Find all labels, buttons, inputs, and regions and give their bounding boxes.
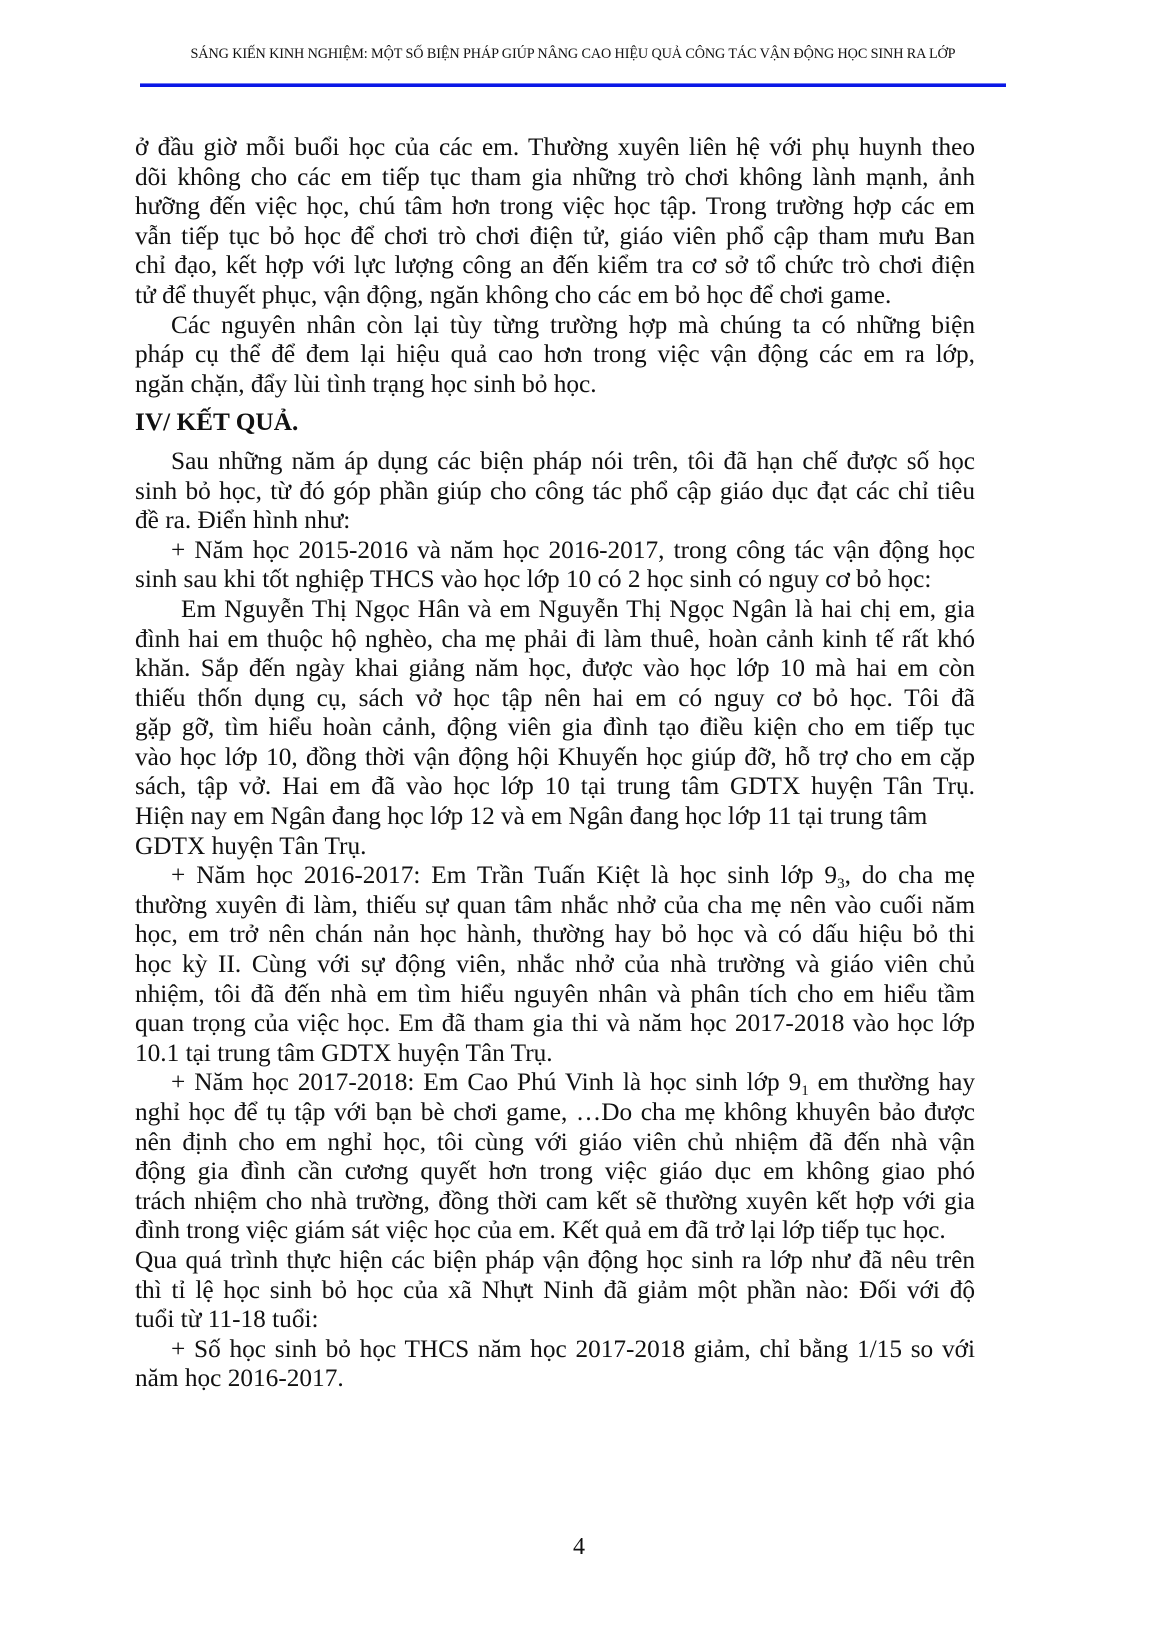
text-line: thì tỉ lệ học sinh bỏ học của xã Nhựt Ninh đã giảm một phần nào: Đối với độ [135, 1275, 975, 1304]
text-line: chỉ đạo, kết hợp với lực lượng công an đến kiểm tra cơ sở tổ chức trò chơi điện [135, 251, 975, 280]
paragraph-6 [135, 861, 975, 1068]
text-line: + Năm học 2015-2016 và năm học 2016-2017, trong công tác vận động học [171, 535, 975, 564]
text-line: Các nguyên nhân còn lại tùy từng trường hợp mà chúng ta có những biện [171, 310, 975, 339]
text-run: em thường hay [808, 1068, 976, 1097]
paragraph-4 [135, 536, 975, 595]
text-line: tử để thuyết phục, vận động, ngăn không cho các em bỏ học để chơi game. [135, 280, 892, 309]
paragraph-2 [135, 311, 975, 400]
header-rule [140, 83, 1006, 87]
text-line [135, 861, 975, 891]
document-body [135, 133, 975, 1394]
paragraph-7 [135, 1068, 975, 1246]
text-line: vẫn tiếp tục bỏ học để chơi trò chơi điện tử, giáo viên phổ cập tham mưu Ban [135, 221, 975, 250]
text-line: vào học lớp 10, đồng thời vận động hội Khuyến học giúp đỡ, hỗ trợ cho em cặp [135, 742, 975, 771]
text-line: Qua quá trình thực hiện các biện pháp vận động học sinh ra lớp như đã nêu trên [135, 1245, 975, 1274]
text-line: thường xuyên đi làm, thiếu sự quan tâm nhắc nhở của cha mẹ nên vào cuối năm [135, 890, 975, 919]
paragraph-5 [135, 595, 975, 861]
text-line: nghỉ học để tụ tập với bạn bè chơi game, …Do cha mẹ không khuyên bảo được [135, 1098, 975, 1126]
text-line: + Số học sinh bỏ học THCS năm học 2017-2018 giảm, chỉ bằng 1/15 so với [171, 1334, 975, 1363]
text-line: gặp gỡ, tìm hiểu hoàn cảnh, động viên gia đình tạo điều kiện cho em tiếp tục [135, 713, 975, 742]
text-line: đình hai em thuộc hộ nghèo, cha mẹ phải đi làm thuê, hoàn cảnh kinh tế rất khó [135, 624, 975, 653]
text-line: thiếu thốn dụng cụ, sách vở học tập nên hai em có nguy cơ bỏ học. Tôi đã [135, 683, 975, 712]
text-line: Sau những năm áp dụng các biện pháp nói trên, tôi đã hạn chế được số học [171, 446, 975, 475]
section-heading: IV/ KẾT QUẢ. [135, 408, 299, 437]
text-run: + Năm học 2016-2017: Em Trần Tuấn Kiệt là học sinh lớp 9 [171, 861, 838, 890]
text-line: sinh sau khi tốt nghiệp THCS vào học lớp 10 có 2 học sinh có nguy cơ bỏ học: [135, 565, 932, 594]
text-line: động gia đình cần cương quyết hơn trong việc giáo dục em không giao phó [135, 1157, 975, 1186]
page-number: 4 [573, 1534, 585, 1560]
text-run: + Năm học 2017-2018: Em Cao Phú Vinh là học sinh lớp 9 [171, 1068, 802, 1097]
text-line: khăn. Sắp đến ngày khai giảng năm học, được vào học lớp 10 mà hai em còn [135, 654, 975, 683]
paragraph-9 [135, 1335, 975, 1394]
text-line: sinh bỏ học, từ đó góp phần giúp cho công tác phổ cập giáo dục đạt các chỉ tiêu [135, 476, 975, 505]
running-header: SÁNG KIẾN KINH NGHIỆM: MỘT SỐ BIỆN PHÁP GIÚP NÂNG CAO HIỆU QUẢ CÔNG TÁC VẬN ĐỘNG HỌC SINH RA LỚP [190, 46, 956, 62]
text-line: ngăn chặn, đẩy lùi tình trạng học sinh bỏ học. [135, 369, 597, 398]
text-line: tuổi từ 11-18 tuổi: [135, 1305, 319, 1334]
text-line: năm học 2016-2017. [135, 1364, 344, 1393]
text-line: sách, tập vở. Hai em đã vào học lớp 10 tại trung tâm GDTX huyện Tân Trụ. [135, 772, 975, 801]
text-line: đình trong việc giám sát việc học của em. Kết quả em đã trở lại lớp tiếp tục học. [135, 1216, 946, 1245]
text-line: trách nhiệm cho nhà trường, đồng thời cam kết sẽ thường xuyên kết hợp với gia [135, 1186, 975, 1215]
paragraph-3 [135, 447, 975, 536]
text-line: 10.1 tại trung tâm GDTX huyện Tân Trụ. [135, 1038, 553, 1067]
paragraph-1 [135, 133, 975, 311]
text-line: nhiệm, tôi đã đến nhà em tìm hiểu nguyên nhân và phân tích cho em hiểu tầm [135, 979, 975, 1008]
text-line: học kỳ II. Cùng với sự động viên, nhắc nhở của nhà trường và giáo viên chủ [135, 950, 975, 979]
text-line: đề ra. Điển hình như: [135, 506, 351, 535]
text-line: Em Nguyễn Thị Ngọc Hân và em Nguyễn Thị Ngọc Ngân là hai chị em, gia [181, 594, 975, 623]
text-line: học, em trở nên chán nản học hành, thường hay bỏ học và có dấu hiệu bỏ thi [135, 920, 975, 949]
text-line: dõi không cho các em tiếp tục tham gia những trò chơi không lành mạnh, ảnh [135, 162, 975, 191]
paragraph-8 [135, 1246, 975, 1335]
text-line: ở đầu giờ mỗi buổi học của các em. Thường xuyên liên hệ với phụ huynh theo [135, 133, 975, 161]
text-line: pháp cụ thể để đem lại hiệu quả cao hơn trong việc vận động các em ra lớp, [135, 340, 975, 369]
text-line: hưỡng đến việc học, chú tâm hơn trong việc học tập. Trong trường hợp các em [135, 192, 975, 221]
text-line: GDTX huyện Tân Trụ. [135, 831, 367, 860]
text-line: quan trọng của việc học. Em đã tham gia thi và năm học 2017-2018 vào học lớp [135, 1009, 975, 1038]
subscript: 1 [801, 1083, 809, 1100]
text-run: , do cha mẹ [844, 861, 975, 890]
subscript: 3 [837, 876, 845, 893]
text-line: Hiện nay em Ngân đang học lớp 12 và em Ngân đang học lớp 11 tại trung tâm [135, 802, 928, 831]
text-line: nên định cho em nghỉ học, tôi cùng với giáo viên chủ nhiệm đã đến nhà vận [135, 1127, 975, 1156]
text-line [135, 1068, 975, 1098]
